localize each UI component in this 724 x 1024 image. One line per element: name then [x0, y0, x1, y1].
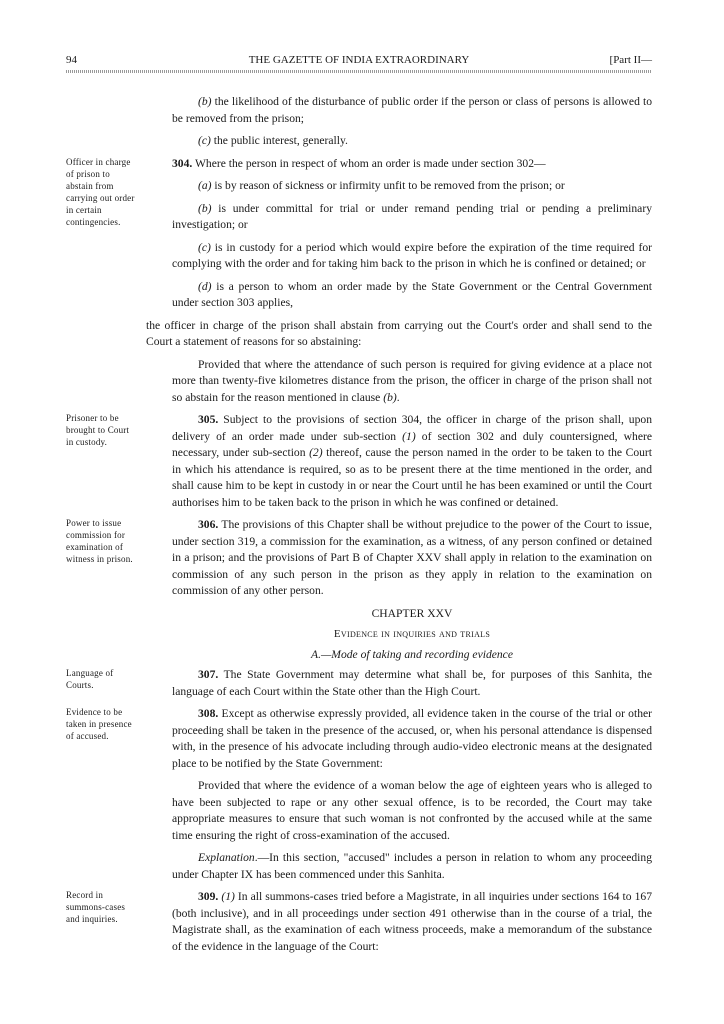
section-text: Subject to the provisions of section 304, the officer in charge of the prison shall, upon delivery of an order made under sub-section: [172, 413, 652, 443]
clause-304-a: [172, 178, 652, 195]
section-308: [66, 706, 652, 883]
section-number: 305.: [198, 413, 219, 426]
clause-text: the public interest, generally.: [210, 134, 348, 147]
clause-marker: (a): [198, 179, 212, 192]
chapter-subheading: Evidence in inquiries and trials: [333, 628, 491, 640]
clause-text: is in custody for a period which would expire before the expiration of the time required for complying with the order and for taking him back to the prison in which he is confined or detained; or: [172, 240, 652, 270]
section-308-explanation: [172, 850, 652, 883]
section-text: The State Government may determine what shall be, for purposes of this Sanhita, the language of each Court within the State other than the High Court.: [172, 668, 652, 698]
marginal-note: Officer in charge of prison to abstain from carrying out order in certain contingencies.: [66, 156, 135, 227]
part-heading: [172, 647, 652, 664]
clause-marker: (c): [198, 240, 211, 254]
section-number: 307.: [198, 668, 219, 681]
proviso-end: .: [396, 390, 400, 404]
marginal-note: Evidence to be taken in presence of accused.: [66, 707, 132, 741]
section-308-text: [172, 706, 652, 772]
section-305-text: [172, 412, 652, 511]
section-text: The provisions of this Chapter shall be without prejudice to the power of the Court to issue, under section 319, a commission for the examination, as a witness, of any person confined or detained in a prison; and the provisions of Part B of Chapter XXV shall apply in relation to the examination on commission of any such person in the prison as they apply in relation to the examination on commission of any other person.: [172, 518, 652, 597]
section-304-lead: [172, 156, 652, 173]
subsection-ref: (2): [309, 446, 323, 459]
section-number: 309.: [198, 890, 219, 903]
section-304-proviso: [172, 357, 652, 407]
section-304-tail: the officer in charge of the prison shall abstain from carrying out the Court's order and shall send to the Court a statement of reasons for so abstaining:: [146, 318, 652, 348]
section-number: 304.: [172, 156, 193, 170]
section-309: [66, 889, 652, 955]
section-text: thereof, cause the person named in the order to be taken to the Court in which his attendance is required, so as to be present there at the time mentioned in the order, and shall cause him to be kept in custody in or near the Court until he has been examined or until the Court authorises him to be taken back to the prison in which he was confined or detained.: [172, 446, 652, 509]
clause-marker: (b): [198, 201, 212, 215]
header-rule: [66, 70, 652, 73]
clause-text: is by reason of sickness or infirmity unfit to be removed from the prison; or: [211, 179, 565, 192]
section-text: Where the person in respect of whom an order is made under section 302—: [192, 156, 546, 170]
explanation-label: Explanation: [198, 851, 255, 864]
section-306: [66, 517, 652, 600]
clause-text: the likelihood of the disturbance of public order if the person or class of persons is allowed to be removed from the prison;: [172, 95, 652, 125]
section-text: Except as otherwise expressly provided, all evidence taken in the course of the trial or other proceeding shall be taken in the presence of the accused, or, when his personal attendance is dispensed with, in the presence of his advocate including through audio-video electronic means at the designated place to be notified by the State Government:: [172, 707, 652, 770]
section-number: 306.: [198, 518, 219, 531]
clause-303-c: [172, 133, 652, 150]
clause-text: is under committal for trial or under remand pending trial or pending a preliminary investigation; or: [172, 201, 652, 231]
section-307: [66, 667, 652, 700]
page-number: 94: [66, 54, 77, 66]
chapter-heading: CHAPTER XXV: [371, 606, 453, 620]
subsection-marker: (1): [218, 890, 235, 903]
section-307-text: [172, 667, 652, 700]
explanation-text: .—In this section, "accused" includes a person in relation to whom any proceeding under Chapter IX has been commenced under this Sanhita.: [172, 851, 652, 881]
marginal-note: Prisoner to be brought to Court in custody.: [66, 413, 130, 447]
clause-ref: (b): [383, 390, 397, 404]
page-header: [66, 54, 652, 70]
marginal-note: Language of Courts.: [66, 668, 114, 690]
section-text: In all summons-cases tried before a Magistrate, in all inquiries under sections 164 to 167 (both inclusive), and in all proceedings under section 491 otherwise than in the course of a trial, the Magistrate shall, as the examination of each witness proceeds, make a memorandum of the substance of the evidence in the language of the Court:: [172, 890, 652, 953]
subsection-ref: (1): [402, 429, 416, 443]
section-309-text: [172, 889, 652, 955]
clause-marker: (c): [198, 134, 211, 147]
marginal-note: Record in summons-cases and inquiries.: [66, 890, 126, 924]
section-308-proviso: Provided that where the evidence of a woman below the age of eighteen years who is alleged to have been subjected to rape or any other sexual offence, is to be recorded, the Court may take appropriate measures to ensure that such woman is not confronted by the accused while at the same time ensuring the right of cross-examination of the accused.: [172, 779, 652, 842]
clause-marker: (d): [198, 279, 212, 293]
proviso-text: Provided that where the attendance of such person is required for giving evidence at a place not more than twenty-five kilometres distance from the prison, the officer in charge of the prison shall not so abstain for the reason mentioned in clause: [172, 357, 652, 404]
clause-304-c: [172, 240, 652, 273]
section-text: of section 302 and duly countersigned, where necessary, under sub-section: [172, 429, 652, 459]
section-305: [66, 412, 652, 511]
section-304: [66, 156, 652, 312]
page-content: [66, 94, 652, 961]
section-number: 308.: [198, 707, 219, 720]
section-306-text: [172, 517, 652, 600]
clause-text: is a person to whom an order made by the State Government or the Central Government under section 303 applies,: [172, 279, 652, 309]
part-heading-text: A.—Mode of taking and recording evidence: [311, 647, 513, 661]
marginal-note: Power to issue commission for examination of witness in prison.: [66, 518, 133, 564]
clause-marker: (b): [198, 95, 212, 108]
clause-304-b: [172, 201, 652, 234]
part-label: [Part II—: [609, 54, 652, 66]
clause-303-b: [172, 94, 652, 127]
gazette-title: THE GAZETTE OF INDIA EXTRAORDINARY: [248, 54, 470, 66]
clause-304-d: [172, 279, 652, 312]
